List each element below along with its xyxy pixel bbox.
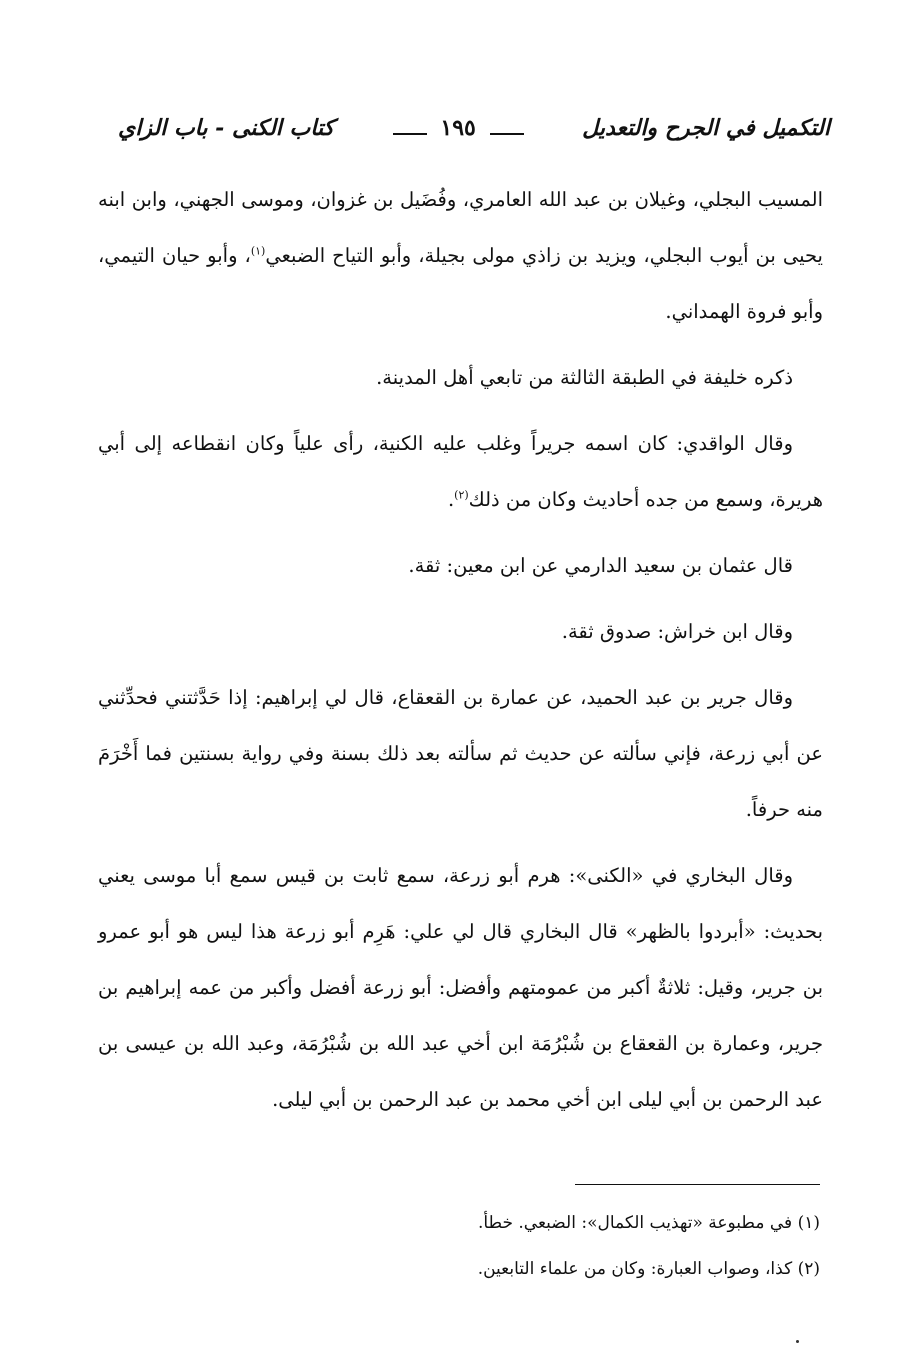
footnote-2: (٢) كذا، وصواب العبارة: وكان من علماء التابعين. [477, 1259, 820, 1279]
running-header [118, 108, 830, 148]
section-title: كتاب الكنى - باب الزاي [118, 115, 335, 141]
header-dash-right [490, 133, 524, 135]
paragraph-3-text: وقال الواقدي: كان اسمه جريراً وغلب عليه الكنية، رأى علياً وكان انقطاعه إلى أبي هريرة، وسمع من جده أحاديث وكان من ذلك [98, 432, 823, 511]
footnote-ref-2: (٢) [454, 488, 469, 502]
page-number: ١٩٥ [440, 115, 476, 141]
footnotes [260, 1200, 820, 1292]
header-center [387, 115, 530, 141]
footnote-1: (١) في مطبوعة «تهذيب الكمال»: الضبعي. خطأ. [477, 1213, 820, 1233]
paragraph-1-text-b: ، وأبو حيان التيمي، وأبو فروة الهمداني. [98, 244, 823, 323]
paragraph-5: وقال ابن خراش: صدوق ثقة. [561, 620, 793, 643]
header-dash-left [393, 133, 427, 135]
paragraph-4: قال عثمان بن سعيد الدارمي عن ابن معين: ثقة. [408, 554, 793, 577]
paragraph-1-text-a: المسيب البجلي، وغيلان بن عبد الله العامري، وفُضَيل بن غزوان، وموسى الجهني، وابن ابنه يحيى بن أيوب البجلي، ويزيد بن زاذي مولى بجيلة، وأبو التياح الضبعي [98, 188, 823, 267]
footnote-separator [575, 1184, 820, 1185]
paragraph-1 [98, 172, 823, 340]
paragraph-7: وقال البخاري في «الكنى»: هرم أبو زرعة، سمع ثابت بن قيس سمع أبا موسى يعني بحديث: «أبردوا بالظهر» قال البخاري قال لي علي: هَرِم أبو زرعة هذا ليس هو أبو عمرو بن جرير، وقيل: ثلاثةٌ أكبر من عمومتهم وأفضل: أبو زرعة أفضل وأكبر من عمه إبراهيم بن جرير، وعمارة بن القعقاع بن شُبْرُمَة ابن أخي عبد الله بن شُبْرُمَة، وعبد الله بن عيسى بن عبد الرحمن بن أبي ليلى ابن أخي محمد بن عبد الرحمن بن أبي ليلى. [98, 864, 823, 1111]
paragraph-3: وقال الواقدي: كان اسمه جريراً وغلب عليه الكنية، رأى علياً وكان انقطاعه إلى أبي هريرة، وسمع من جده أحاديث وكان من ذلك$^{(٢)}$. [98, 432, 823, 511]
main-text [98, 172, 823, 1138]
paragraph-2: ذكره خليفة في الطبقة الثالثة من تابعي أهل المدينة. [376, 366, 793, 389]
footnote-ref-1: (١) [250, 244, 266, 258]
book-title: التكميل في الجرح والتعديل [582, 115, 830, 141]
paragraph-6: وقال جرير بن عبد الحميد، عن عمارة بن القعقاع، قال لي إبراهيم: إذا حَدَّثتني فحدِّثني عن أبي زرعة، فإني سألته عن حديث ثم سألته بعد ذلك بسنة وفي رواية بسنتين فما أَخْرَمَ منه حرفاً. [98, 686, 823, 821]
print-speck [796, 1340, 799, 1343]
